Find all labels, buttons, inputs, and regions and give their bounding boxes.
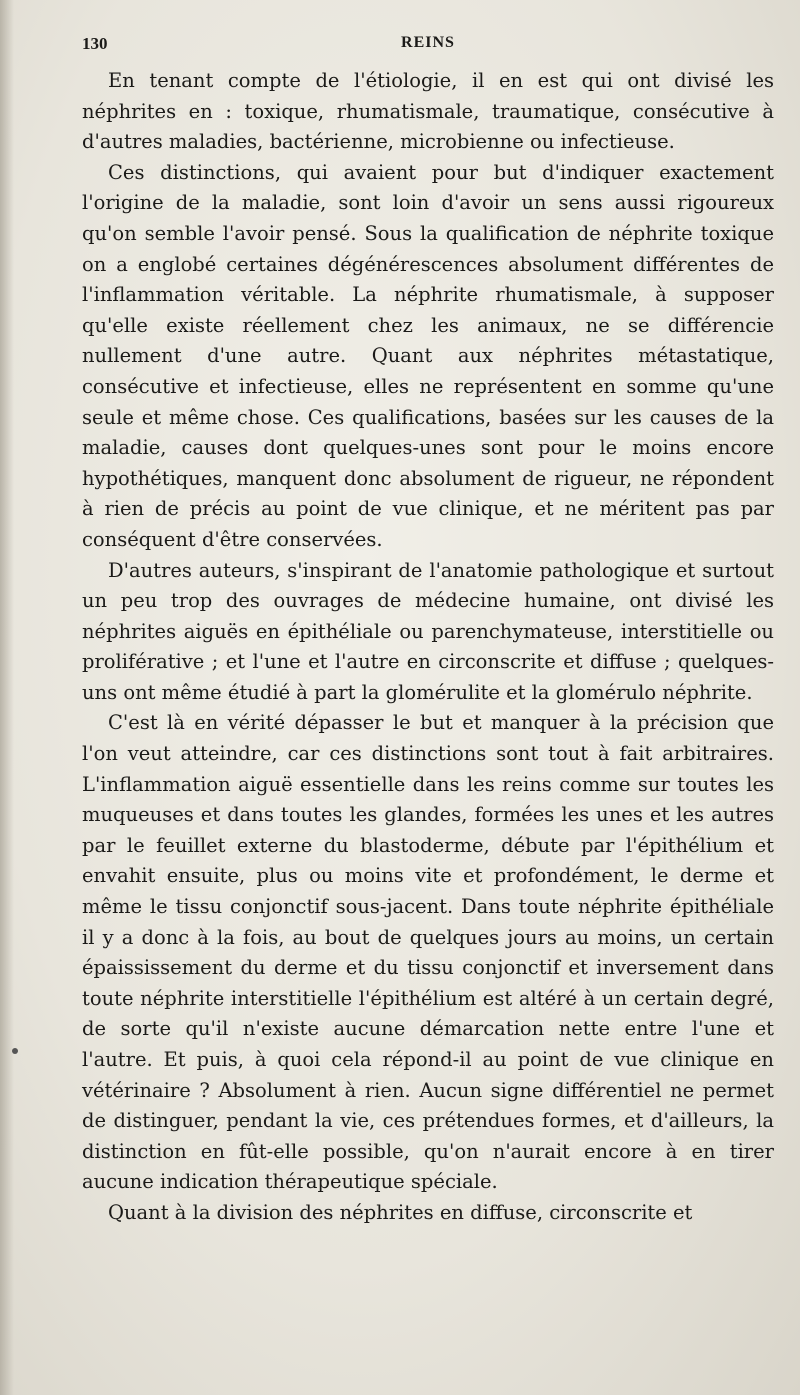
page-header — [82, 30, 774, 64]
paragraph: D'autres auteurs, s'inspirant de l'anatomie pathologique et surtout un peu trop des ouvrages de médecine humaine, ont divisé les néphrites aiguës en épithéliale ou parenchymateuse, interstitielle ou proliférative ; et l'une et l'autre en circonscrite et diffuse ; quelques-uns ont même étudié à part la glomérulite et la glomérulo néphrite. — [82, 558, 774, 704]
paragraph: C'est là en vérité dépasser le but et manquer à la précision que l'on veut atteindre, car ces distinctions sont tout à fait arbitraires. L'inflammation aiguë essentielle dans les reins comme sur toutes les muqueuses et dans toutes les glandes, formées les unes et les autres par le feuillet externe du blastoderme, débute par l'épithélium et envahit ensuite, plus ou moins vite et profondément, le derme et même le tissu conjonctif sous-jacent. Dans toute néphrite épithéliale il y a donc à la fois, au bout de quelques jours au moins, un certain épaississement du derme et du tissu conjonctif et inversement dans toute néphrite interstitielle l'épithélium est altéré à un certain degré, de sorte qu'il n'existe aucune démarcation nette entre l'une et l'autre. Et puis, à quoi cela répond-il au point de vue clinique en vétérinaire ? Absolument à rien. Aucun signe différentiel ne permet de distinguer, pendant la vie, ces prétendues formes, et d'ailleurs, la distinction en fût-elle possible, qu'on n'aurait encore à en tirer aucune indication thérapeutique spéciale. — [82, 711, 774, 1194]
paragraph: Quant à la division des néphrites en diffuse, circonscrite et — [108, 1200, 693, 1224]
page-number: 130 — [82, 34, 108, 53]
body-text — [82, 66, 774, 1229]
paragraph: En tenant compte de l'étiologie, il en est qui ont divisé les néphrites en : toxique, rhumatismale, traumatique, consécutive à d'autres maladies, bactérienne, microbienne ou infectieuse. — [82, 69, 774, 154]
running-head: REINS — [401, 34, 455, 51]
margin-speck — [12, 1048, 18, 1054]
paragraph: Ces distinctions, qui avaient pour but d'indiquer exactement l'origine de la maladie, sont loin d'avoir un sens aussi rigoureux qu'on semble l'avoir pensé. Sous la qualification de néphrite toxique on a englobé certaines dégénérescences absolument différentes de l'inflammation véritable. La néphrite rhumatismale, à supposer qu'elle existe réellement chez les animaux, ne se différencie nullement d'une autre. Quant aux néphrites métastatique, consécutive et infectieuse, elles ne représentent en somme qu'une seule et même chose. Ces qualifications, basées sur les causes de la maladie, causes dont quelques-unes sont pour le moins encore hypothétiques, manquent donc absolument de rigueur, ne répondent à rien de précis au point de vue clinique, et ne méritent pas par conséquent d'être conservées. — [82, 160, 774, 551]
